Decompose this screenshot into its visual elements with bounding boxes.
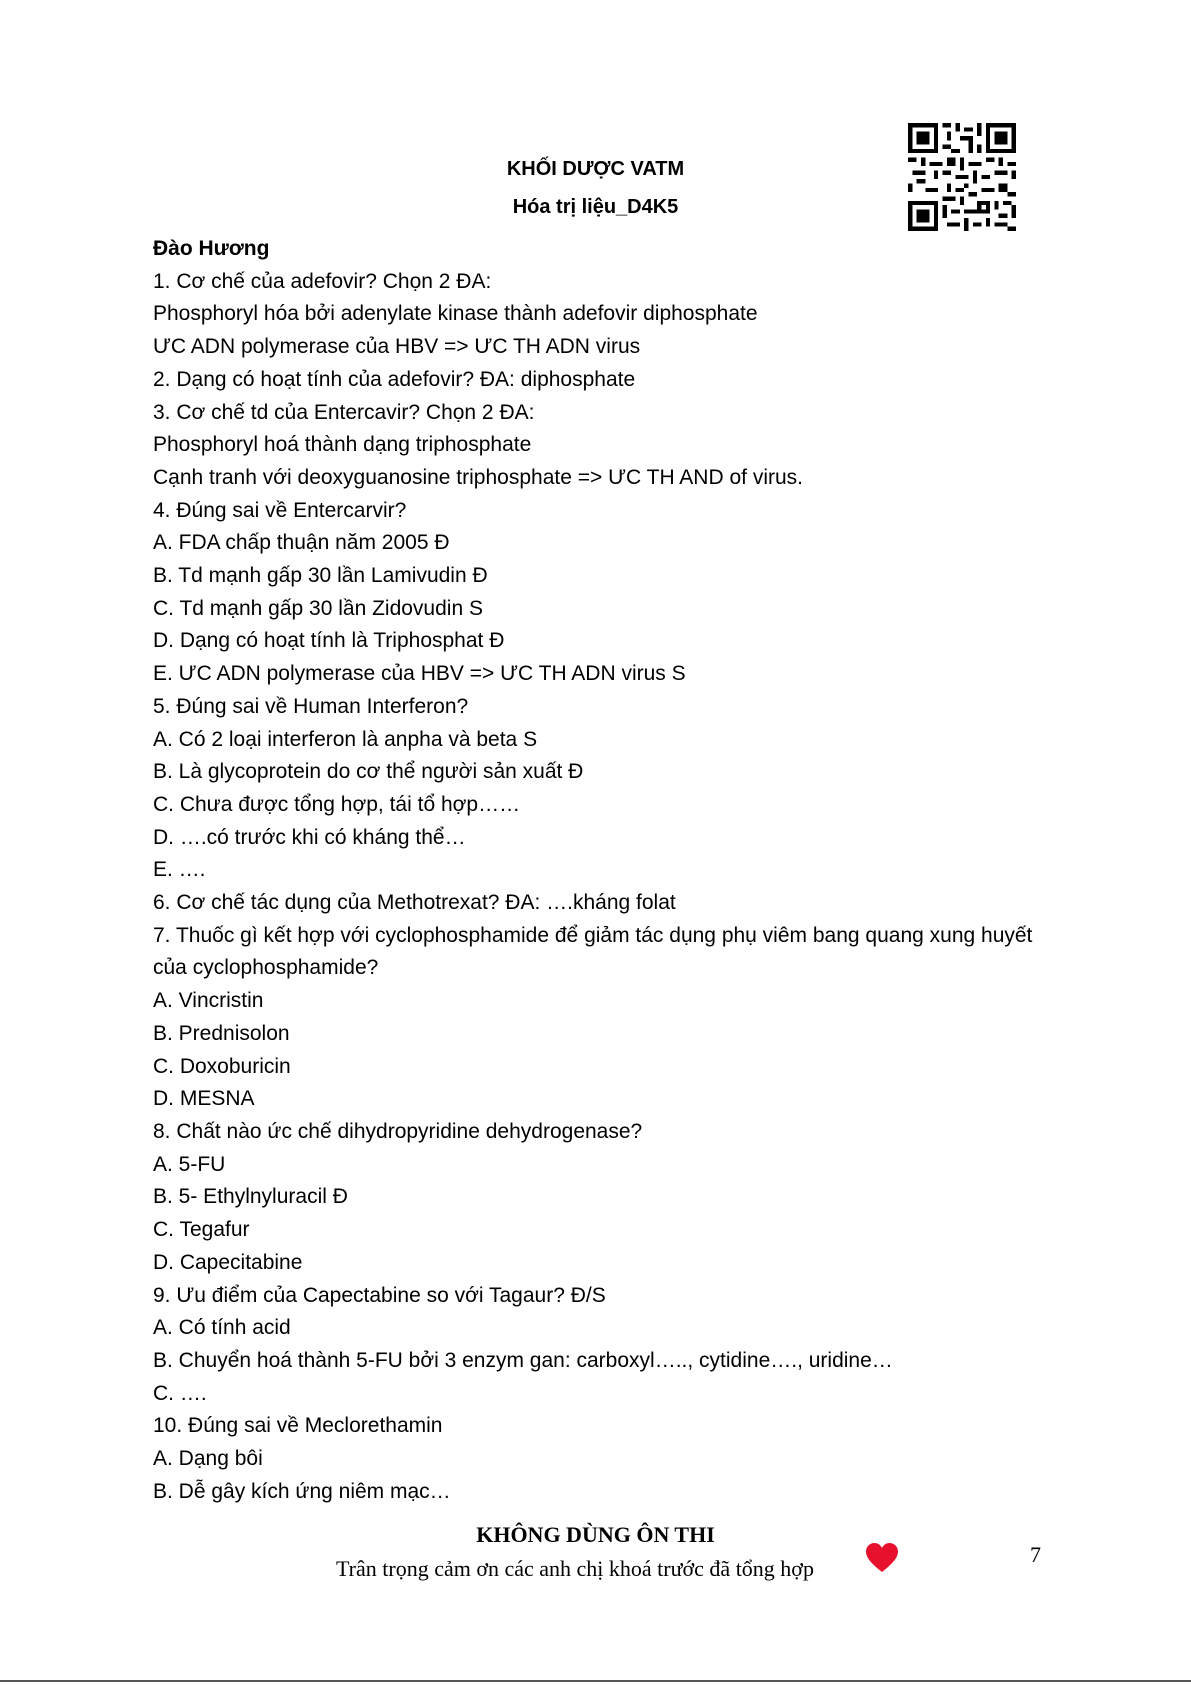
- question-5: 5. Đúng sai về Human Interferon?: [153, 694, 469, 718]
- heart-icon: [866, 1543, 898, 1573]
- question-1: 1. Cơ chế của adefovir? Chọn 2 ĐA:: [153, 269, 492, 293]
- page-number: 7: [1030, 1542, 1041, 1567]
- answer-line: ƯC ADN polymerase của HBV => ƯC TH ADN virus: [153, 335, 641, 359]
- option-line: B. Td mạnh gấp 30 lần Lamivudin Đ: [153, 564, 488, 588]
- document-subtitle: Hóa trị liệu_D4K5: [512, 196, 679, 218]
- option-line: D. Capecitabine: [153, 1250, 303, 1274]
- question-3: 3. Cơ chế td của Entercavir? Chọn 2 ĐA:: [153, 400, 535, 424]
- option-line: A. Vincristin: [153, 989, 264, 1013]
- option-line: C. Doxoburicin: [153, 1054, 291, 1078]
- footer-warning: KHÔNG DÙNG ÔN THI: [476, 1522, 715, 1547]
- option-line: B. Prednisolon: [153, 1021, 290, 1045]
- answer-line: Cạnh tranh với deoxyguanosine triphosphate => ƯC TH AND of virus.: [153, 465, 803, 489]
- author-name: Đào Hương: [153, 237, 270, 260]
- question-8: 8. Chất nào ức chế dihydropyridine dehydrogenase?: [153, 1119, 643, 1143]
- option-line: D. Dạng có hoạt tính là Triphosphat Đ: [153, 629, 505, 653]
- question-2: 2. Dạng có hoạt tính của adefovir? ĐA: diphosphate: [153, 367, 636, 391]
- option-line: C. ….: [153, 1381, 207, 1405]
- document-body: [153, 233, 1033, 1508]
- question-6: 6. Cơ chế tác dụng của Methotrexat? ĐA: ….kháng folat: [153, 891, 676, 915]
- question-9: 9. Ưu điểm của Capectabine so với Tagaur? Đ/S: [153, 1283, 606, 1307]
- option-line: E. ….: [153, 858, 206, 882]
- option-line: B. Dễ gây kích ứng niêm mạc…: [153, 1479, 451, 1503]
- option-line: C. Td mạnh gấp 30 lần Zidovudin S: [153, 596, 483, 620]
- document-title: KHỐI DƯỢC VATM: [506, 158, 685, 180]
- option-line: A. 5-FU: [153, 1152, 226, 1176]
- option-line: A. FDA chấp thuận năm 2005 Đ: [153, 531, 450, 555]
- option-line: D. ….có trước khi có kháng thể…: [153, 825, 466, 849]
- option-line: A. Dạng bôi: [153, 1447, 263, 1471]
- question-4: 4. Đúng sai về Entercarvir?: [153, 498, 407, 522]
- option-line: C. Tegafur: [153, 1218, 250, 1242]
- footer-thanks: Trân trọng cảm ơn các anh chị khoá trước đã tổng hợp: [336, 1556, 814, 1581]
- option-line: B. 5- Ethylnyluracil Đ: [153, 1185, 348, 1209]
- option-line: A. Có 2 loại interferon là anpha và beta S: [153, 727, 538, 751]
- answer-line: Phosphoryl hoá thành dạng triphosphate: [153, 433, 532, 457]
- option-line: A. Có tính acid: [153, 1316, 291, 1340]
- question-10: 10. Đúng sai về Meclorethamin: [153, 1414, 443, 1438]
- option-line: D. MESNA: [153, 1087, 255, 1111]
- question-7: 7. Thuốc gì kết hợp với cyclophosphamide để giảm tác dụng phụ viêm bang quang xung huyết của cyclophosphamide?: [153, 923, 1033, 980]
- option-line: E. ƯC ADN polymerase của HBV => ƯC TH ADN virus S: [153, 662, 686, 686]
- option-line: C. Chưa được tổng hợp, tái tổ hợp……: [153, 792, 521, 816]
- bottom-divider: [0, 1680, 1191, 1682]
- option-line: B. Chuyển hoá thành 5-FU bởi 3 enzym gan: carboxyl….., cytidine…., uridine…: [153, 1348, 893, 1372]
- option-line: B. Là glycoprotein do cơ thể người sản xuất Đ: [153, 760, 584, 784]
- answer-line: Phosphoryl hóa bởi adenylate kinase thành adefovir diphosphate: [153, 302, 758, 326]
- heart-shape: [866, 1543, 898, 1572]
